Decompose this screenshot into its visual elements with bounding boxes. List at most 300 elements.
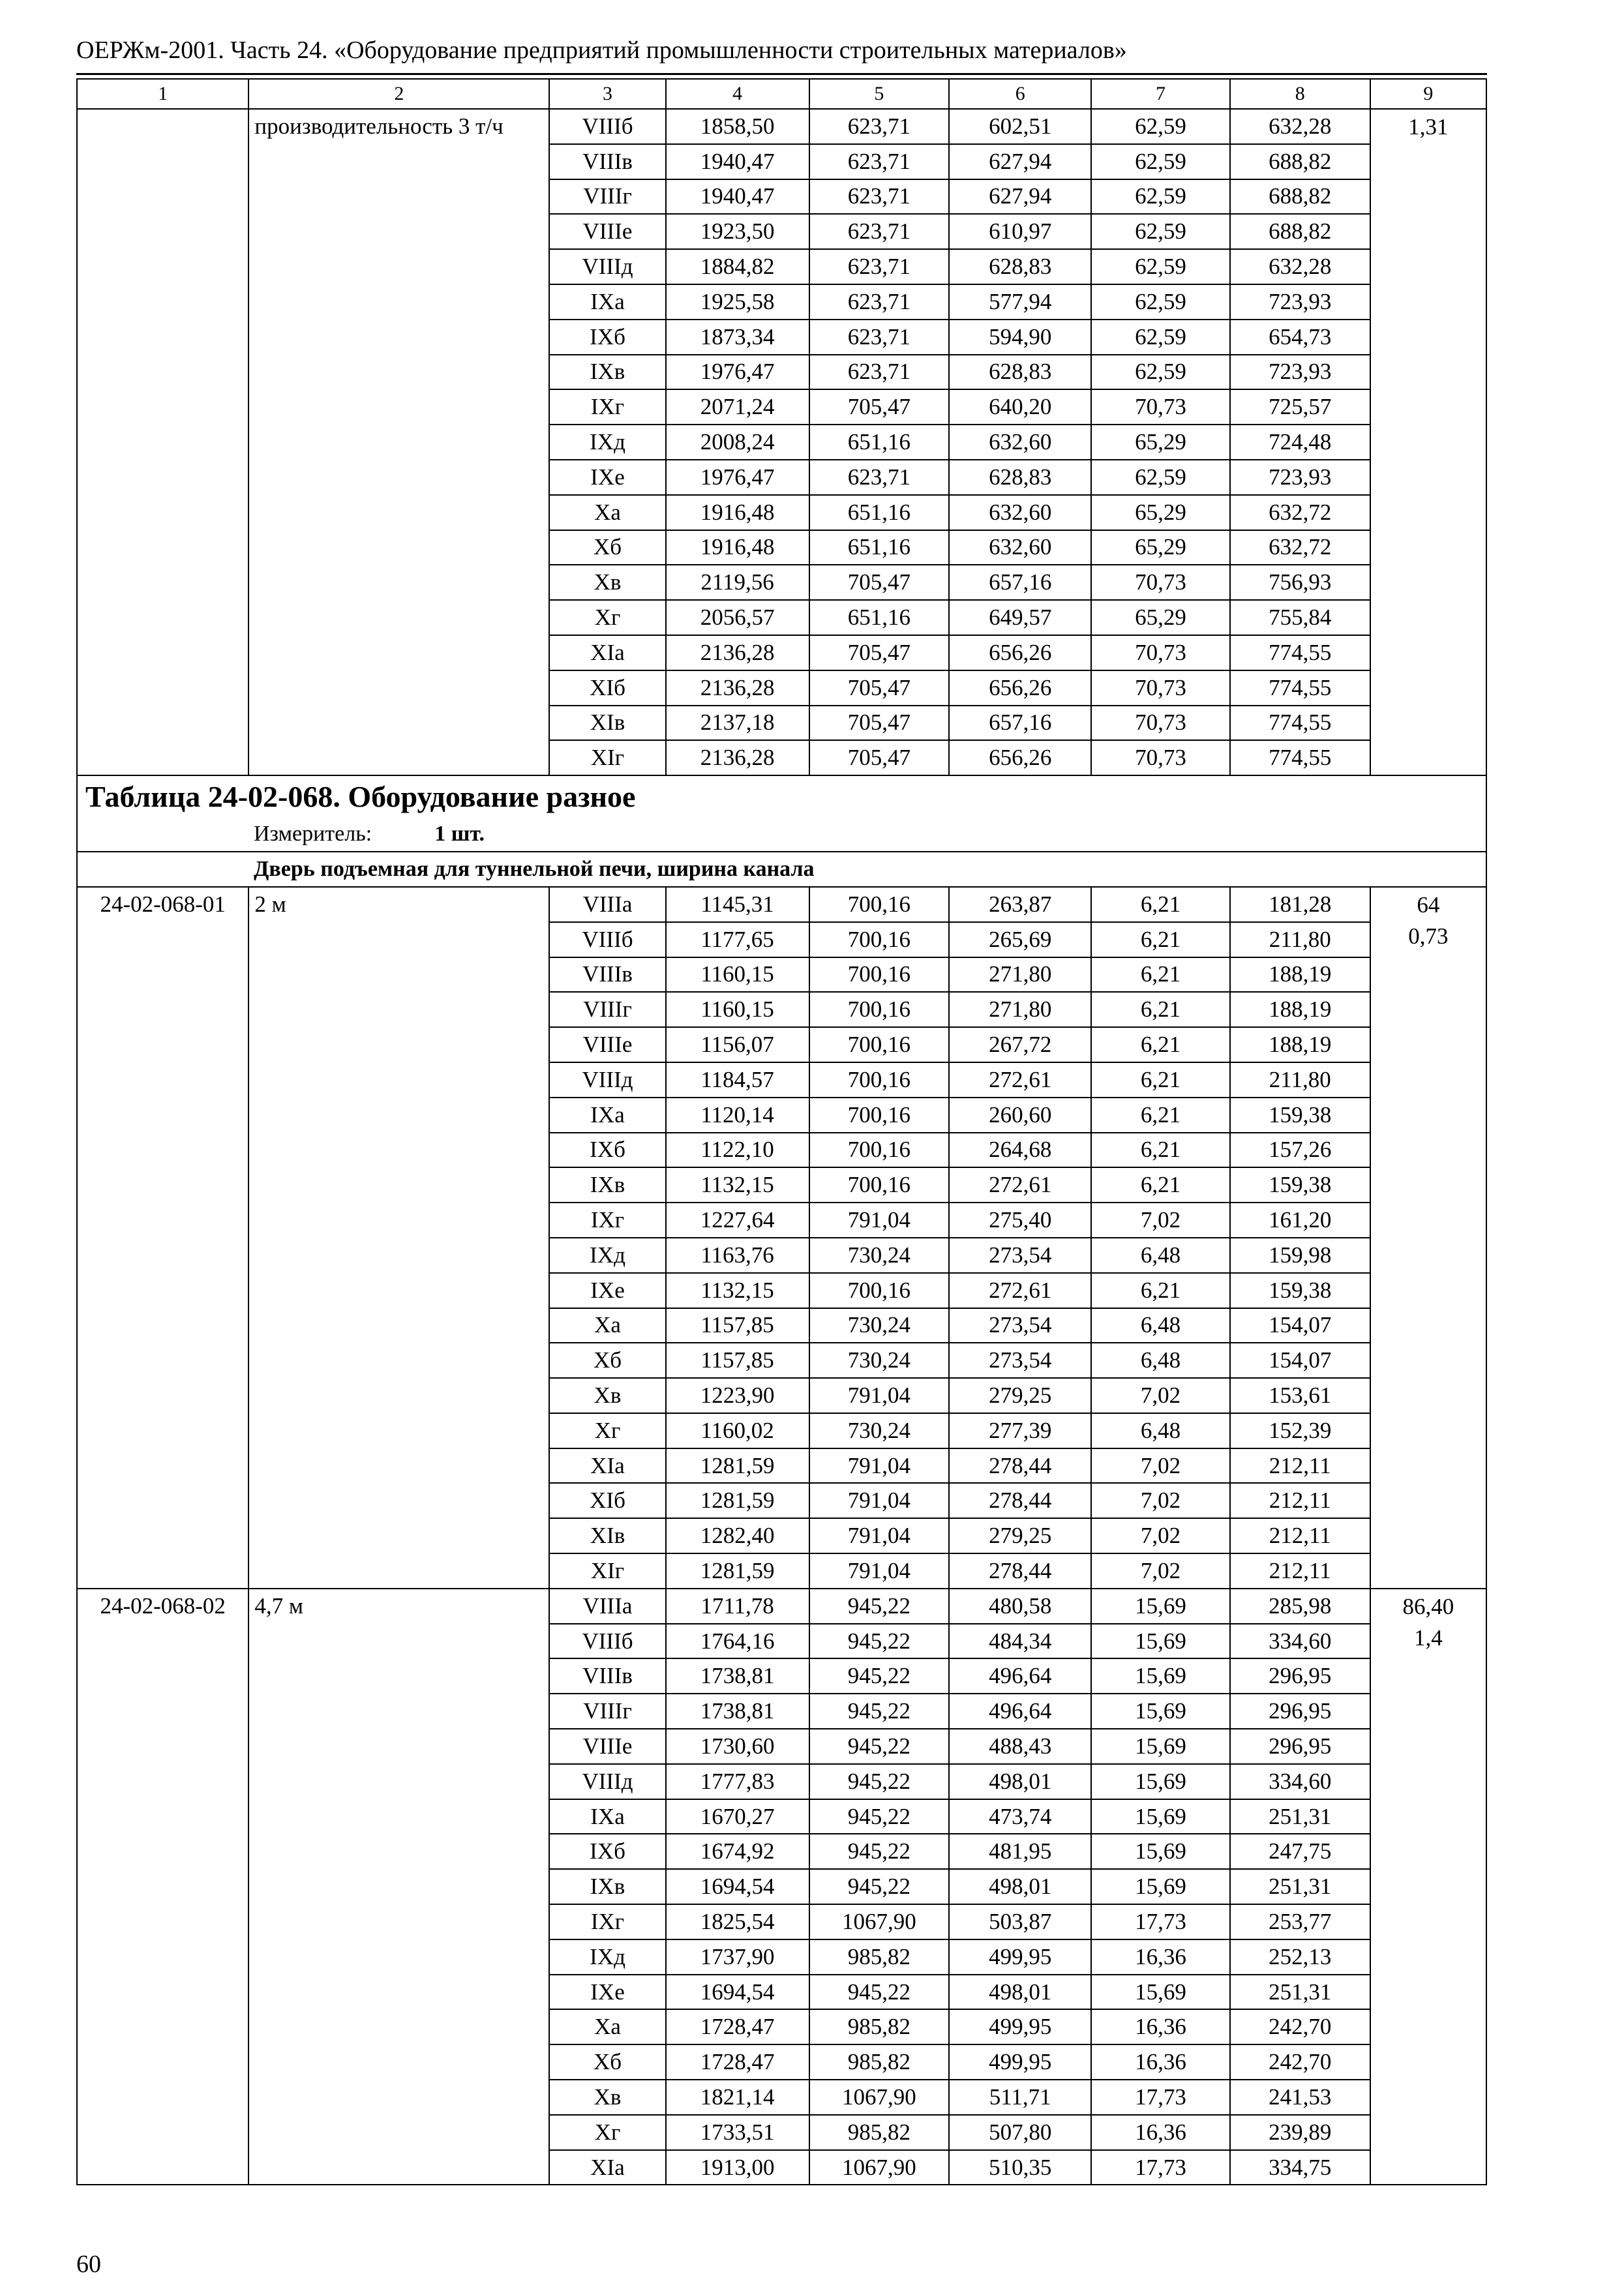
value-cell: 632,60 [949,425,1091,460]
value-cell: 251,31 [1230,1869,1370,1904]
value-cell: 651,16 [809,530,950,565]
zone-cell: VIIIа [549,1589,665,1624]
value-cell: 510,35 [949,2150,1091,2185]
value-cell: 7,02 [1091,1483,1230,1518]
zone-cell: VIIIе [549,214,665,249]
value-cell: 623,71 [809,355,950,390]
value-cell: 623,71 [809,109,950,144]
column-9-value: 1,31 [1408,114,1449,140]
value-cell: 723,93 [1230,355,1370,390]
value-cell: 7,02 [1091,1553,1230,1589]
value-cell: 654,73 [1230,320,1370,355]
value-cell: 1730,60 [666,1729,809,1764]
zone-cell: IXд [549,425,665,460]
value-cell: 725,57 [1230,389,1370,425]
value-cell: 239,89 [1230,2115,1370,2150]
value-cell: 1281,59 [666,1553,809,1589]
value-cell: 62,59 [1091,320,1230,355]
value-cell: 272,61 [949,1273,1091,1308]
value-cell: 242,70 [1230,2044,1370,2080]
zone-cell: XIв [549,1518,665,1553]
column-number: 4 [666,79,809,109]
value-cell: 1282,40 [666,1518,809,1553]
value-cell: 1694,54 [666,1975,809,2010]
value-cell: 723,93 [1230,460,1370,495]
value-cell: 688,82 [1230,144,1370,179]
value-cell: 1122,10 [666,1133,809,1168]
value-cell: 1884,82 [666,249,809,284]
zone-cell: XIб [549,1483,665,1518]
value-cell: 65,29 [1091,495,1230,530]
value-cell: 649,57 [949,600,1091,635]
value-cell: 1940,47 [666,179,809,215]
zone-cell: Xв [549,565,665,600]
value-cell: 774,55 [1230,706,1370,741]
value-cell: 6,21 [1091,1098,1230,1133]
value-cell: 499,95 [949,2044,1091,2080]
value-cell: 774,55 [1230,635,1370,670]
value-cell: 70,73 [1091,706,1230,741]
table-row [77,109,1486,144]
value-cell: 705,47 [809,740,950,775]
value-cell: 15,69 [1091,1834,1230,1869]
value-cell: 1711,78 [666,1589,809,1624]
zone-cell: VIIIб [549,1624,665,1659]
value-cell: 181,28 [1230,887,1370,922]
value-cell: 498,01 [949,1764,1091,1799]
column-9-values [1370,109,1486,775]
value-cell: 1873,34 [666,320,809,355]
value-cell: 16,36 [1091,2009,1230,2044]
zone-cell: Xа [549,495,665,530]
value-cell: 211,80 [1230,922,1370,957]
zone-cell: VIIIд [549,1062,665,1098]
value-cell: 627,94 [949,144,1091,179]
value-cell: 623,71 [809,249,950,284]
value-cell: 15,69 [1091,1764,1230,1799]
value-cell: 577,94 [949,284,1091,320]
value-cell: 498,01 [949,1869,1091,1904]
value-cell: 1157,85 [666,1343,809,1378]
zone-cell: IXб [549,1133,665,1168]
value-cell: 278,44 [949,1448,1091,1484]
position-code [77,109,248,775]
section-heading: Дверь подъемная для туннельной печи, ширина канала [77,852,1486,887]
value-cell: 1916,48 [666,530,809,565]
value-cell: 15,69 [1091,1975,1230,2010]
value-cell: 1067,90 [809,1904,950,1939]
value-cell: 791,04 [809,1448,950,1484]
value-cell: 6,48 [1091,1238,1230,1273]
value-cell: 7,02 [1091,1203,1230,1238]
value-cell: 251,31 [1230,1799,1370,1834]
value-cell: 632,72 [1230,495,1370,530]
value-cell: 623,71 [809,144,950,179]
value-cell: 700,16 [809,1273,950,1308]
value-cell: 473,74 [949,1799,1091,1834]
value-cell: 623,71 [809,179,950,215]
value-cell: 242,70 [1230,2009,1370,2044]
value-cell: 279,25 [949,1518,1091,1553]
value-cell: 62,59 [1091,179,1230,215]
zone-cell: VIIIв [549,957,665,993]
value-cell: 2136,28 [666,670,809,706]
value-cell: 212,11 [1230,1448,1370,1484]
value-cell: 499,95 [949,2009,1091,2044]
value-cell: 730,24 [809,1238,950,1273]
value-cell: 724,48 [1230,425,1370,460]
value-cell: 6,21 [1091,1167,1230,1203]
zone-cell: IXв [549,355,665,390]
value-cell: 272,61 [949,1062,1091,1098]
value-cell: 70,73 [1091,389,1230,425]
value-cell: 511,71 [949,2080,1091,2115]
zone-cell: IXе [549,1975,665,2010]
table-title-row [77,775,1486,816]
value-cell: 1976,47 [666,460,809,495]
zone-cell: IXб [549,1834,665,1869]
value-cell: 657,16 [949,706,1091,741]
value-cell: 791,04 [809,1203,950,1238]
zone-cell: VIIIб [549,922,665,957]
column-9-value: 0,73 [1408,923,1449,949]
value-cell: 791,04 [809,1483,950,1518]
value-cell: 730,24 [809,1343,950,1378]
section-heading-row [77,852,1486,887]
value-cell: 62,59 [1091,214,1230,249]
zone-cell: XIг [549,740,665,775]
column-9-values [1370,887,1486,1589]
zone-cell: IXа [549,284,665,320]
value-cell: 212,11 [1230,1518,1370,1553]
value-cell: 945,22 [809,1729,950,1764]
value-cell: 65,29 [1091,600,1230,635]
column-number: 6 [949,79,1091,109]
zone-cell: VIIIе [549,1729,665,1764]
header-rule [76,73,1487,75]
value-cell: 273,54 [949,1343,1091,1378]
value-cell: 70,73 [1091,565,1230,600]
zone-cell: Xг [549,1413,665,1448]
value-cell: 296,95 [1230,1729,1370,1764]
value-cell: 700,16 [809,887,950,922]
value-cell: 945,22 [809,1764,950,1799]
zone-cell: IXе [549,1273,665,1308]
value-cell: 16,36 [1091,2115,1230,2150]
zone-cell: Xг [549,600,665,635]
value-cell: 632,72 [1230,530,1370,565]
value-cell: 278,44 [949,1483,1091,1518]
value-cell: 6,21 [1091,887,1230,922]
column-9-value: 86,40 [1402,1593,1454,1619]
value-cell: 945,22 [809,1975,950,2010]
value-cell: 6,21 [1091,1133,1230,1168]
position-description: 2 м [248,887,549,1589]
value-cell: 252,13 [1230,1939,1370,1975]
value-cell: 251,31 [1230,1975,1370,2010]
value-cell: 277,39 [949,1413,1091,1448]
value-cell: 632,28 [1230,109,1370,144]
unit-row [77,816,1486,852]
value-cell: 188,19 [1230,992,1370,1027]
value-cell: 791,04 [809,1553,950,1589]
value-cell: 705,47 [809,635,950,670]
value-cell: 6,48 [1091,1413,1230,1448]
value-cell: 623,71 [809,320,950,355]
value-cell: 15,69 [1091,1694,1230,1729]
value-cell: 488,43 [949,1729,1091,1764]
value-cell: 723,93 [1230,284,1370,320]
value-cell: 945,22 [809,1799,950,1834]
value-cell: 334,60 [1230,1764,1370,1799]
value-cell: 507,80 [949,2115,1091,2150]
value-cell: 945,22 [809,1834,950,1869]
value-cell: 755,84 [1230,600,1370,635]
value-cell: 65,29 [1091,530,1230,565]
value-cell: 1132,15 [666,1167,809,1203]
unit-value: 1 шт. [434,821,485,846]
value-cell: 334,60 [1230,1624,1370,1659]
column-number: 1 [77,79,248,109]
value-cell: 2119,56 [666,565,809,600]
zone-cell: IXг [549,1203,665,1238]
zone-cell: Xб [549,530,665,565]
value-cell: 688,82 [1230,179,1370,215]
zone-cell: VIIIд [549,249,665,284]
value-cell: 6,21 [1091,922,1230,957]
value-cell: 65,29 [1091,425,1230,460]
value-cell: 265,69 [949,922,1091,957]
table-row [77,1589,1486,1624]
value-cell: 15,69 [1091,1869,1230,1904]
value-cell: 499,95 [949,1939,1091,1975]
value-cell: 279,25 [949,1378,1091,1413]
position-description: производительность 3 т/ч [248,109,549,775]
value-cell: 1858,50 [666,109,809,144]
value-cell: 1764,16 [666,1624,809,1659]
value-cell: 188,19 [1230,957,1370,993]
value-cell: 496,64 [949,1658,1091,1694]
value-cell: 153,61 [1230,1378,1370,1413]
value-cell: 657,16 [949,565,1091,600]
value-cell: 1132,15 [666,1273,809,1308]
value-cell: 154,07 [1230,1308,1370,1343]
value-cell: 1821,14 [666,2080,809,2115]
value-cell: 774,55 [1230,670,1370,706]
value-cell: 2071,24 [666,389,809,425]
value-cell: 62,59 [1091,355,1230,390]
zone-cell: VIIIд [549,1764,665,1799]
value-cell: 705,47 [809,706,950,741]
value-cell: 656,26 [949,670,1091,706]
zone-cell: IXг [549,1904,665,1939]
zone-cell: Xв [549,2080,665,2115]
value-cell: 985,82 [809,2009,950,2044]
value-cell: 16,36 [1091,2044,1230,2080]
value-cell: 159,38 [1230,1273,1370,1308]
column-number: 5 [809,79,950,109]
value-cell: 700,16 [809,957,950,993]
value-cell: 945,22 [809,1869,950,1904]
value-cell: 623,71 [809,284,950,320]
value-cell: 1281,59 [666,1483,809,1518]
value-cell: 15,69 [1091,1624,1230,1659]
value-cell: 1738,81 [666,1658,809,1694]
zone-cell: Xб [549,1343,665,1378]
zone-cell: IXд [549,1238,665,1273]
value-cell: 1976,47 [666,355,809,390]
zone-cell: IXб [549,320,665,355]
value-cell: 656,26 [949,635,1091,670]
value-cell: 1156,07 [666,1027,809,1062]
value-cell: 1281,59 [666,1448,809,1484]
value-cell: 62,59 [1091,249,1230,284]
value-cell: 688,82 [1230,214,1370,249]
zone-cell: VIIIг [549,179,665,215]
value-cell: 1184,57 [666,1062,809,1098]
value-cell: 1940,47 [666,144,809,179]
value-cell: 1923,50 [666,214,809,249]
column-number: 3 [549,79,665,109]
value-cell: 730,24 [809,1308,950,1343]
value-cell: 7,02 [1091,1448,1230,1484]
position-description: 4,7 м [248,1589,549,2185]
value-cell: 2136,28 [666,635,809,670]
value-cell: 264,68 [949,1133,1091,1168]
value-cell: 945,22 [809,1624,950,1659]
value-cell: 1733,51 [666,2115,809,2150]
value-cell: 2136,28 [666,740,809,775]
value-cell: 2137,18 [666,706,809,741]
zone-cell: VIIIб [549,109,665,144]
value-cell: 480,58 [949,1589,1091,1624]
column-9-values [1370,1589,1486,2185]
value-cell: 278,44 [949,1553,1091,1589]
value-cell: 496,64 [949,1694,1091,1729]
value-cell: 6,21 [1091,1062,1230,1098]
value-cell: 632,60 [949,530,1091,565]
value-cell: 211,80 [1230,1062,1370,1098]
zone-cell: VIIIе [549,1027,665,1062]
value-cell: 267,72 [949,1027,1091,1062]
value-cell: 271,80 [949,957,1091,993]
value-cell: 6,48 [1091,1308,1230,1343]
value-cell: 700,16 [809,992,950,1027]
value-cell: 1777,83 [666,1764,809,1799]
value-cell: 1067,90 [809,2080,950,2115]
value-cell: 700,16 [809,1062,950,1098]
value-cell: 640,20 [949,389,1091,425]
unit-of-measure [77,816,1486,852]
value-cell: 627,94 [949,179,1091,215]
column-numbers-row [77,79,1486,109]
value-cell: 188,19 [1230,1027,1370,1062]
value-cell: 1067,90 [809,2150,950,2185]
value-cell: 1670,27 [666,1799,809,1834]
value-cell: 774,55 [1230,740,1370,775]
value-cell: 1160,02 [666,1413,809,1448]
value-cell: 1913,00 [666,2150,809,2185]
value-cell: 705,47 [809,389,950,425]
value-cell: 610,97 [949,214,1091,249]
value-cell: 70,73 [1091,670,1230,706]
value-cell: 656,26 [949,740,1091,775]
value-cell: 212,11 [1230,1483,1370,1518]
value-cell: 2008,24 [666,425,809,460]
value-cell: 985,82 [809,2044,950,2080]
value-cell: 700,16 [809,922,950,957]
value-cell: 247,75 [1230,1834,1370,1869]
value-cell: 62,59 [1091,460,1230,495]
value-cell: 1925,58 [666,284,809,320]
value-cell: 271,80 [949,992,1091,1027]
value-cell: 791,04 [809,1378,950,1413]
value-cell: 157,26 [1230,1133,1370,1168]
zone-cell: XIа [549,635,665,670]
value-cell: 628,83 [949,249,1091,284]
zone-cell: Xв [549,1378,665,1413]
zone-cell: Xа [549,1308,665,1343]
value-cell: 272,61 [949,1167,1091,1203]
value-cell: 6,21 [1091,1273,1230,1308]
value-cell: 15,69 [1091,1589,1230,1624]
value-cell: 62,59 [1091,109,1230,144]
value-cell: 985,82 [809,2115,950,2150]
zone-cell: Xб [549,2044,665,2080]
value-cell: 628,83 [949,460,1091,495]
value-cell: 730,24 [809,1413,950,1448]
value-cell: 498,01 [949,1975,1091,2010]
value-cell: 2056,57 [666,600,809,635]
zone-cell: XIб [549,670,665,706]
zone-cell: XIв [549,706,665,741]
value-cell: 791,04 [809,1518,950,1553]
table-title: Таблица 24-02-068. Оборудование разное [77,775,1486,816]
zone-cell: XIа [549,2150,665,2185]
value-cell: 275,40 [949,1203,1091,1238]
value-cell: 1177,65 [666,922,809,957]
value-cell: 285,98 [1230,1589,1370,1624]
page-number: 60 [76,2251,101,2278]
zone-cell: IXа [549,1098,665,1133]
value-cell: 945,22 [809,1694,950,1729]
column-number: 2 [248,79,549,109]
value-cell: 985,82 [809,1939,950,1975]
value-cell: 1163,76 [666,1238,809,1273]
value-cell: 1145,31 [666,887,809,922]
value-cell: 15,69 [1091,1729,1230,1764]
value-cell: 700,16 [809,1133,950,1168]
zone-cell: VIIIв [549,1658,665,1694]
value-cell: 1160,15 [666,992,809,1027]
value-cell: 260,60 [949,1098,1091,1133]
value-cell: 1916,48 [666,495,809,530]
value-cell: 1738,81 [666,1694,809,1729]
value-cell: 1728,47 [666,2009,809,2044]
value-cell: 253,77 [1230,1904,1370,1939]
zone-cell: IXв [549,1869,665,1904]
zone-cell: XIг [549,1553,665,1589]
value-cell: 1737,90 [666,1939,809,1975]
value-cell: 241,53 [1230,2080,1370,2115]
value-cell: 273,54 [949,1238,1091,1273]
value-cell: 503,87 [949,1904,1091,1939]
value-cell: 945,22 [809,1589,950,1624]
value-cell: 17,73 [1091,2080,1230,2115]
value-cell: 273,54 [949,1308,1091,1343]
column-9-value: 1,4 [1413,1624,1443,1651]
value-cell: 152,39 [1230,1413,1370,1448]
